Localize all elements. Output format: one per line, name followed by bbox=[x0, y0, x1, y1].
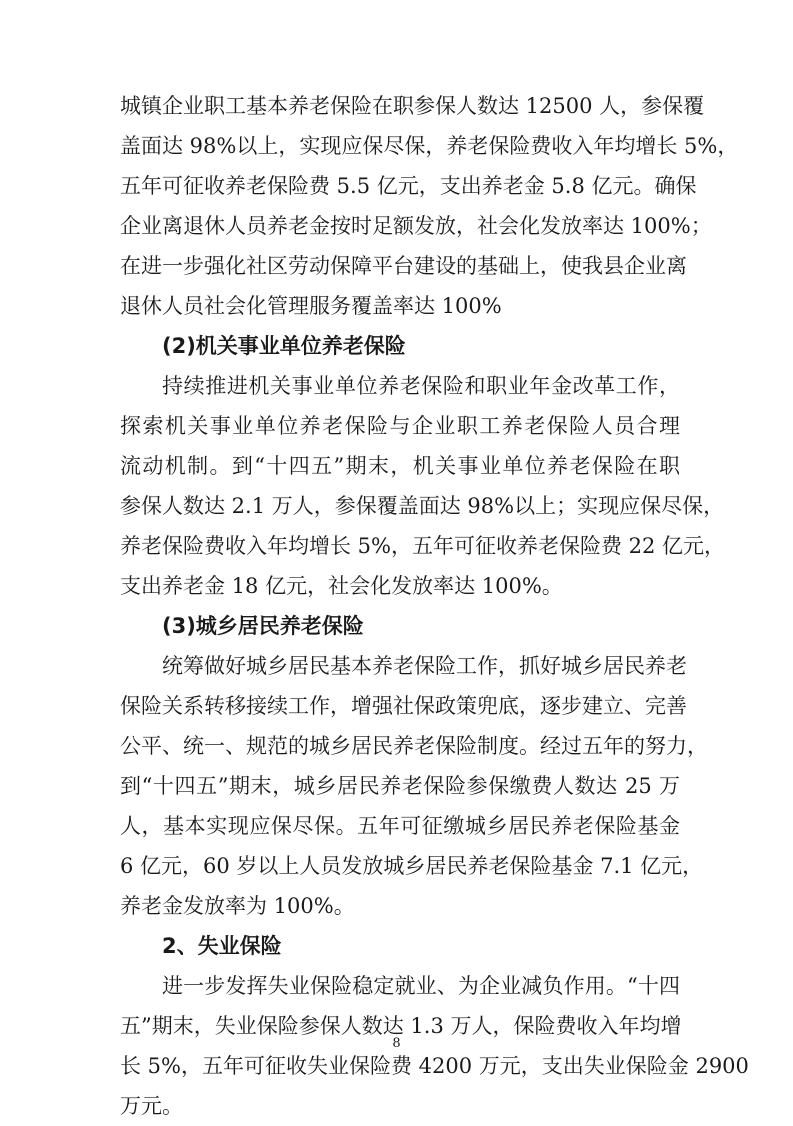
text-line: 养老金发放率为 100%。 bbox=[120, 894, 355, 918]
text-line: 流动机制。到“十四五”期末，机关事业单位养老保险在职 bbox=[120, 454, 680, 478]
text-line: 进一步发挥失业保险稳定就业、为企业减负作用。“十四 bbox=[162, 974, 680, 998]
text-line: 万元。 bbox=[120, 1094, 183, 1118]
paragraph-institution-pension bbox=[120, 366, 726, 606]
text-line: 城镇企业职工基本养老保险在职参保人数达 12500 人，参保覆 bbox=[120, 94, 705, 118]
page-number: 8 bbox=[392, 1036, 401, 1051]
text-line: 企业离退休人员养老金按时足额发放，社会化发放率达 100%； bbox=[120, 214, 712, 238]
paragraph-resident-pension bbox=[120, 646, 708, 926]
text-line: 探索机关事业单位养老保险与企业职工养老保险人员合理 bbox=[120, 414, 680, 438]
text-line: 参保人数达 2.1 万人，参保覆盖面达 98%以上；实现应保尽保， bbox=[120, 494, 725, 518]
text-line: 在进一步强化社区劳动保障平台建设的基础上，使我县企业离 bbox=[120, 254, 687, 278]
text-line: 盖面达 98%以上，实现应保尽保，养老保险费收入年均增长 5%， bbox=[120, 134, 739, 158]
text-line: 人，基本实现应保尽保。五年可征缴城乡居民养老保险基金 bbox=[120, 814, 680, 838]
document-body bbox=[120, 86, 749, 1126]
text-line: 长 5%，五年可征收失业保险费 4200 万元，支出失业保险金 2900 bbox=[120, 1054, 749, 1078]
text-line: 公平、统一、规范的城乡居民养老保险制度。经过五年的努力， bbox=[120, 734, 708, 758]
text-line: 五”期末，失业保险参保人数达 1.3 万人，保险费收入年均增 bbox=[120, 1014, 682, 1038]
text-line: 退休人员社会化管理服务覆盖率达 100% bbox=[120, 294, 502, 318]
text-line: 支出养老金 18 亿元，社会化发放率达 100%。 bbox=[120, 574, 563, 598]
text-line: 持续推进机关事业单位养老保险和职业年金改革工作， bbox=[162, 374, 680, 398]
text-line: 到“十四五”期末，城乡居民养老保险参保缴费人数达 25 万 bbox=[120, 774, 680, 798]
paragraph-employee-pension bbox=[120, 86, 739, 326]
text-line: 统筹做好城乡居民基本养老保险工作，抓好城乡居民养老 bbox=[162, 654, 687, 678]
text-line: 6 亿元，60 岁以上人员发放城乡居民养老保险基金 7.1 亿元， bbox=[120, 854, 704, 878]
section-heading: 2、失业保险 bbox=[162, 934, 282, 958]
text-line: 保险关系转移接续工作，增强社保政策兜底，逐步建立、完善 bbox=[120, 694, 687, 718]
text-line: 养老保险费收入年均增长 5%，五年可征收养老保险费 22 亿元， bbox=[120, 534, 726, 558]
section-heading: (3)城乡居民养老保险 bbox=[162, 614, 364, 638]
text-line: 五年可征收养老保险费 5.5 亿元，支出养老金 5.8 亿元。确保 bbox=[120, 174, 697, 198]
section-heading: (2)机关事业单位养老保险 bbox=[162, 334, 406, 358]
